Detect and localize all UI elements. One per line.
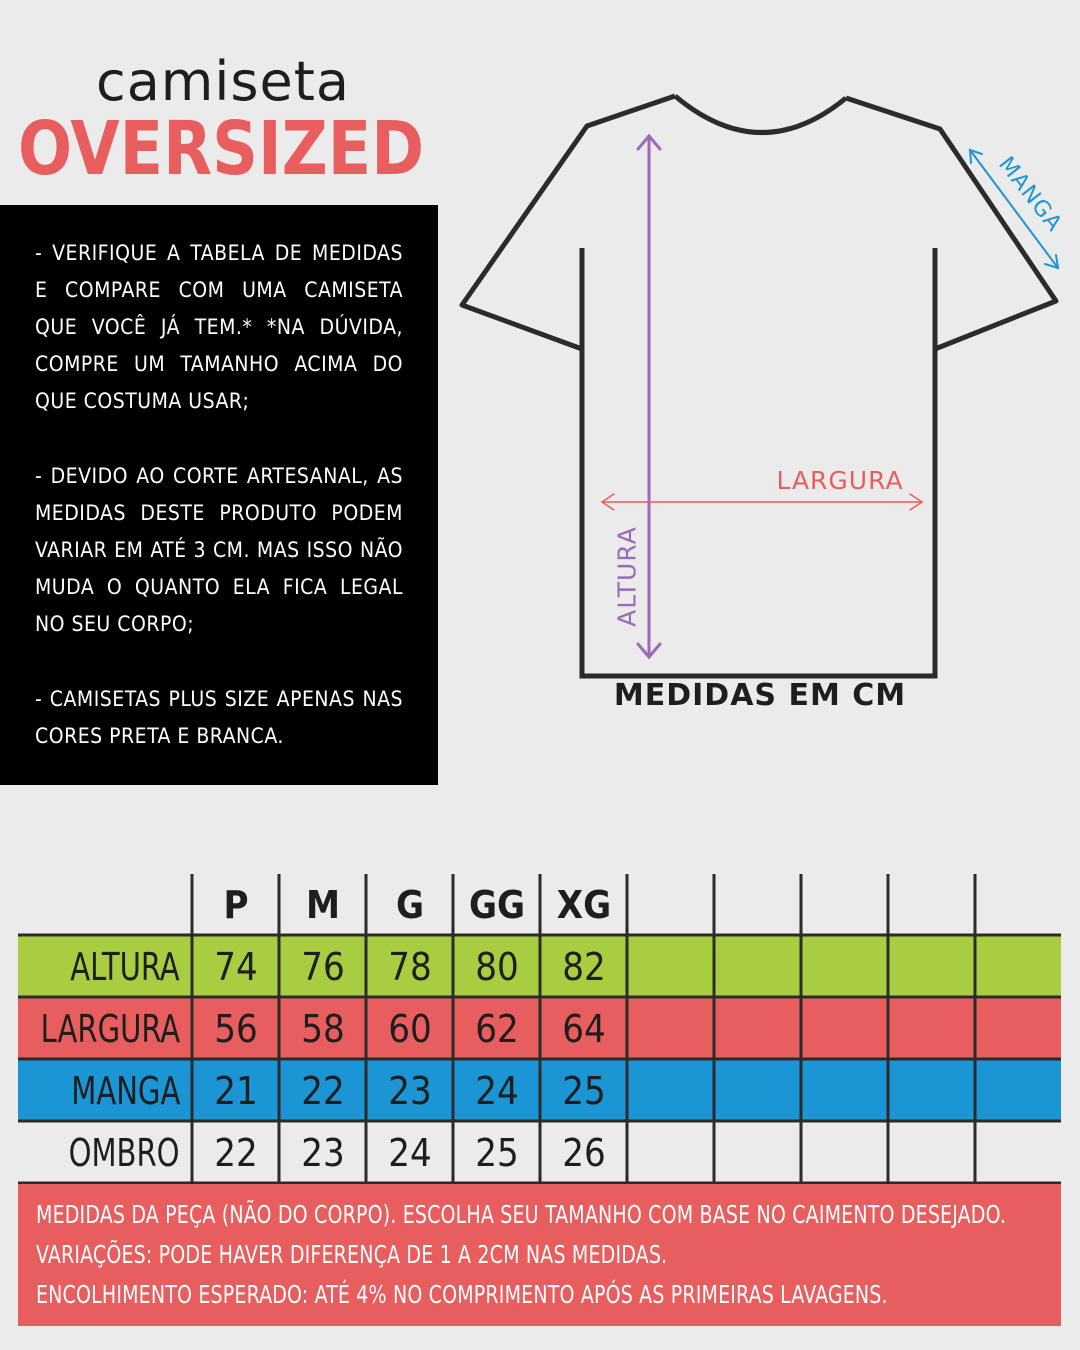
row-label-altura: ALTURA	[70, 945, 180, 989]
table-cell: 24	[388, 1131, 432, 1175]
table-cell: 60	[388, 1007, 432, 1051]
footer-line-1: MEDIDAS DA PEÇA (NÃO DO CORPO). ESCOLHA SEU TAMANHO COM BASE NO CAIMENTO DESEJADO.	[36, 1200, 1007, 1229]
size-header-m: M	[305, 883, 341, 927]
title-oversized: OVERSIZED	[18, 106, 425, 192]
table-cell: 24	[475, 1069, 519, 1113]
size-header-p: P	[223, 883, 249, 927]
note-paragraph-1: - VERIFIQUE A TABELA DE MEDIDAS E COMPARE COM UMA CAMISETA QUE VOCÊ JÁ TEM.* *NA DÚVIDA, COMPRE UM TAMANHO ACIMA DO QUE COSTUMA USAR;	[35, 241, 403, 413]
title-camiseta: camiseta	[96, 50, 351, 113]
size-header-xg: XG	[556, 883, 612, 927]
table-cell: 76	[301, 945, 345, 989]
table-cell: 82	[562, 945, 606, 989]
table-cell: 74	[214, 945, 258, 989]
note-paragraph-2: - DEVIDO AO CORTE ARTESANAL, AS MEDIDAS DESTE PRODUTO PODEM VARIAR EM ATÉ 3 CM. MAS ISSO NÃO MUDA O QUANTO ELA FICA LEGAL NO SEU CORPO;	[35, 464, 403, 636]
footer-line-2: VARIAÇÕES: PODE HAVER DIFERENÇA DE 1 A 2CM NAS MEDIDAS.	[36, 1240, 668, 1269]
table-cell: 64	[562, 1007, 606, 1051]
table-cell: 22	[214, 1131, 258, 1175]
manga-label: MANGA	[993, 152, 1067, 237]
table-cell: 21	[214, 1069, 258, 1113]
table-cell: 22	[301, 1069, 345, 1113]
footer-line-3: ENCOLHIMENTO ESPERADO: ATÉ 4% NO COMPRIMENTO APÓS AS PRIMEIRAS LAVAGENS.	[36, 1280, 888, 1309]
row-label-largura: LARGURA	[40, 1007, 180, 1051]
table-cell: 25	[562, 1069, 606, 1113]
table-cell: 80	[475, 945, 519, 989]
footer-notice	[18, 1184, 1061, 1326]
table-cell: 23	[388, 1069, 432, 1113]
table-cell: 62	[475, 1007, 519, 1051]
note-paragraph-3: - CAMISETAS PLUS SIZE APENAS NAS CORES PRETA E BRANCA.	[35, 687, 403, 748]
table-cell: 58	[301, 1007, 345, 1051]
measurements-caption: MEDIDAS EM CM	[613, 678, 907, 713]
table-cell: 23	[301, 1131, 345, 1175]
table-cell: 26	[562, 1131, 606, 1175]
altura-label: ALTURA	[612, 526, 642, 627]
table-cell: 56	[214, 1007, 258, 1051]
table-cell: 78	[388, 945, 432, 989]
largura-label: LARGURA	[776, 466, 904, 495]
size-header-g: G	[395, 883, 425, 927]
size-header-gg: GG	[468, 883, 526, 927]
row-label-ombro: OMBRO	[69, 1131, 180, 1175]
row-label-manga: MANGA	[70, 1069, 180, 1113]
table-cell: 25	[475, 1131, 519, 1175]
